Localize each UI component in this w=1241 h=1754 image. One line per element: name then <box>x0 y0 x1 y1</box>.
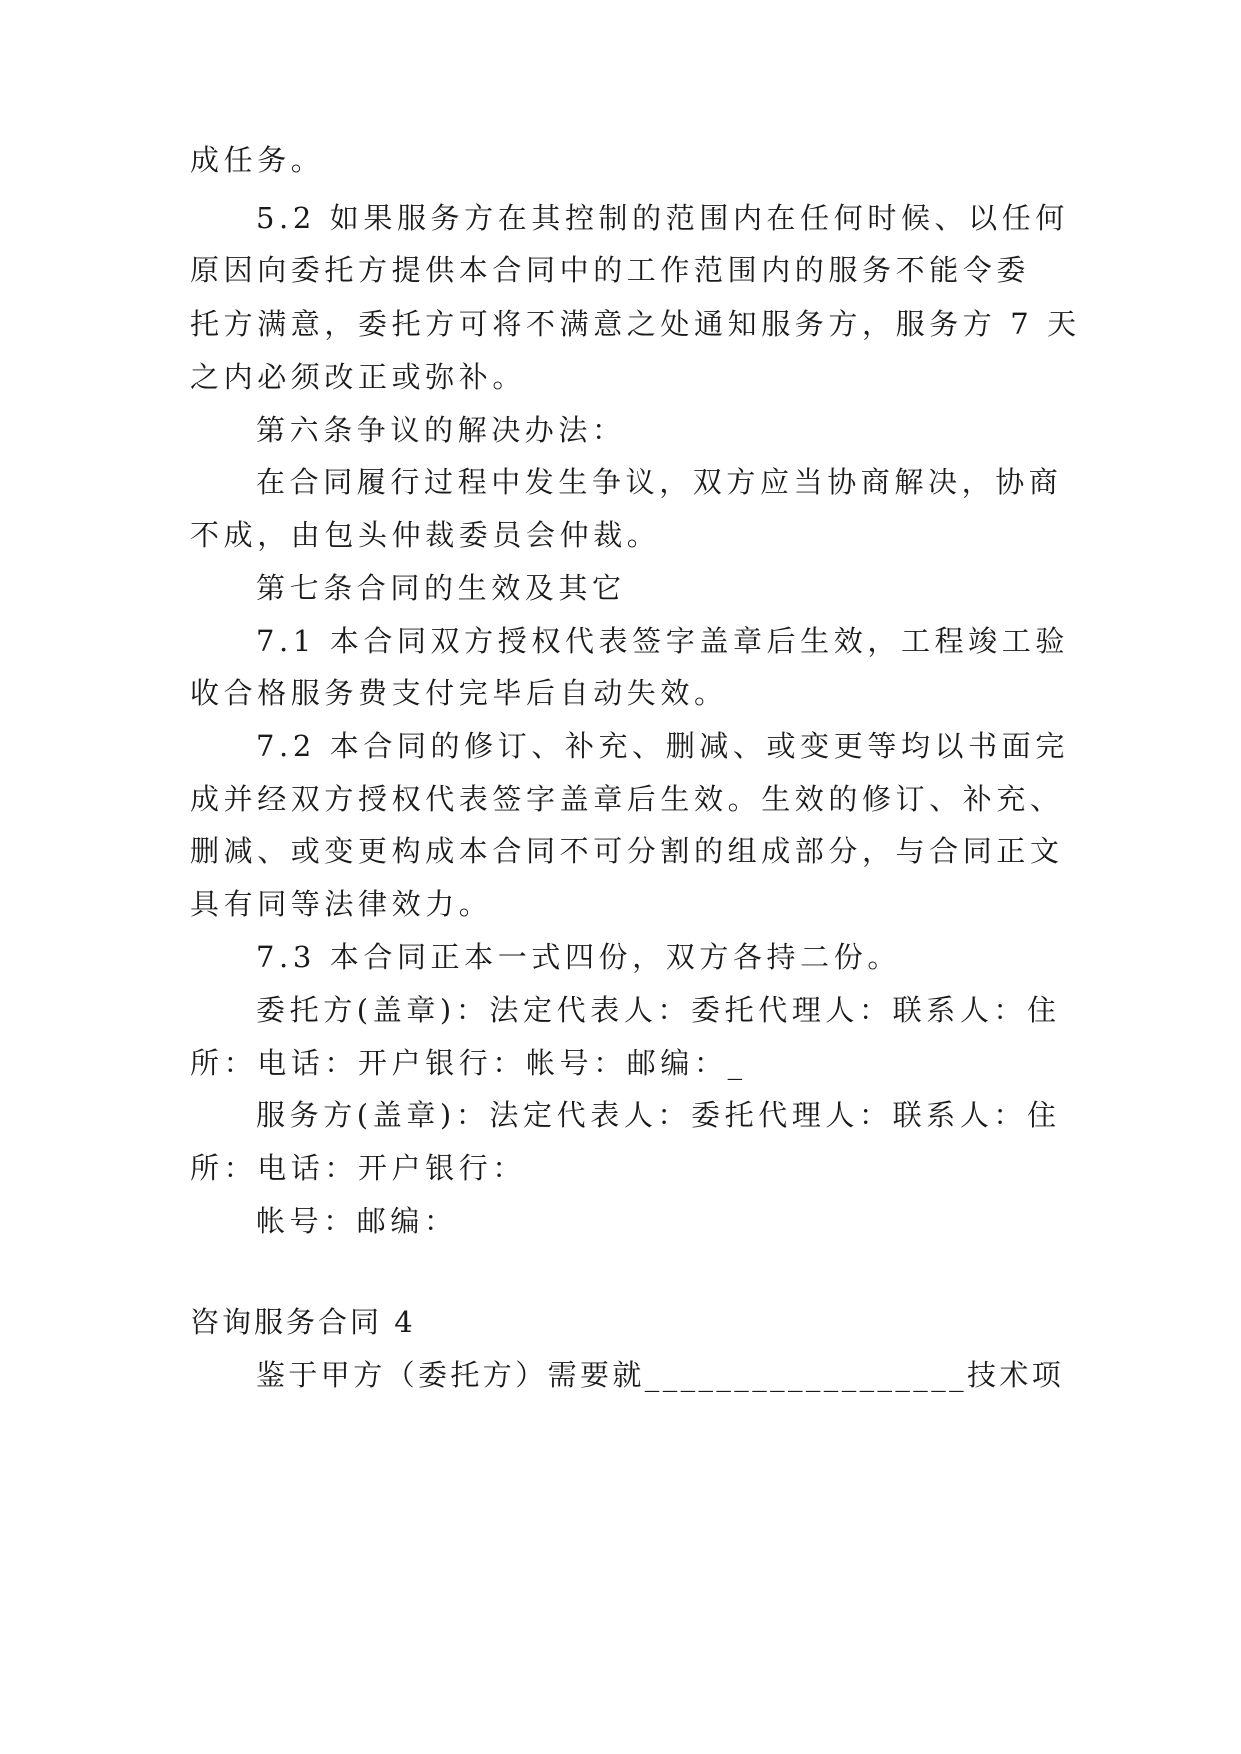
text-line: 帐号：邮编： <box>256 1204 458 1238</box>
clause-7-1: 7.1 本合同双方授权代表签字盖章后生效，工程竣工验 <box>256 624 1069 658</box>
clause-5-2: 5.2 如果服务方在其控制的范围内在任何时候、以任何 <box>256 201 1069 235</box>
text-line: 所：电话：开户银行：帐号：邮编：_ <box>190 1046 747 1080</box>
text-line: 所：电话：开户银行： <box>190 1151 527 1185</box>
article-7-heading: 第七条合同的生效及其它 <box>256 571 626 605</box>
text-line: 在合同履行过程中发生争议，双方应当协商解决，协商 <box>256 465 1063 499</box>
section-title: 咨询服务合同 4 <box>190 1305 416 1339</box>
text-line: 具有同等法律效力。 <box>190 887 493 921</box>
text-line: 成并经双方授权代表签字盖章后生效。生效的修订、补充、 <box>190 782 1064 816</box>
text-line: 托方满意，委托方可将不满意之处通知服务方，服务方 7 天 <box>190 307 1081 341</box>
clause-7-2: 7.2 本合同的修订、补充、删减、或变更等均以书面完 <box>256 729 1069 763</box>
client-signature-block: 委托方(盖章)：法定代表人：委托代理人：联系人：住 <box>256 993 1061 1027</box>
text-line: 原因向委托方提供本合同中的工作范围内的服务不能令委 <box>190 253 1031 287</box>
provider-signature-block: 服务方(盖章)：法定代表人：委托代理人：联系人：住 <box>256 1098 1061 1132</box>
text-line: 收合格服务费支付完毕后自动失效。 <box>190 676 728 710</box>
text-line: 成任务。 <box>190 143 325 177</box>
preamble-line: 鉴于甲方（委托方）需要就__________________技术项 <box>256 1358 1065 1392</box>
clause-7-3: 7.3 本合同正本一式四份，双方各持二份。 <box>256 940 901 974</box>
article-6-heading: 第六条争议的解决办法： <box>256 413 626 447</box>
text-line: 删减、或变更构成本合同不可分割的组成部分，与合同正文 <box>190 834 1064 868</box>
text-line: 之内必须改正或弥补。 <box>190 360 527 394</box>
text-line: 不成，由包头仲裁委员会仲裁。 <box>190 518 661 552</box>
